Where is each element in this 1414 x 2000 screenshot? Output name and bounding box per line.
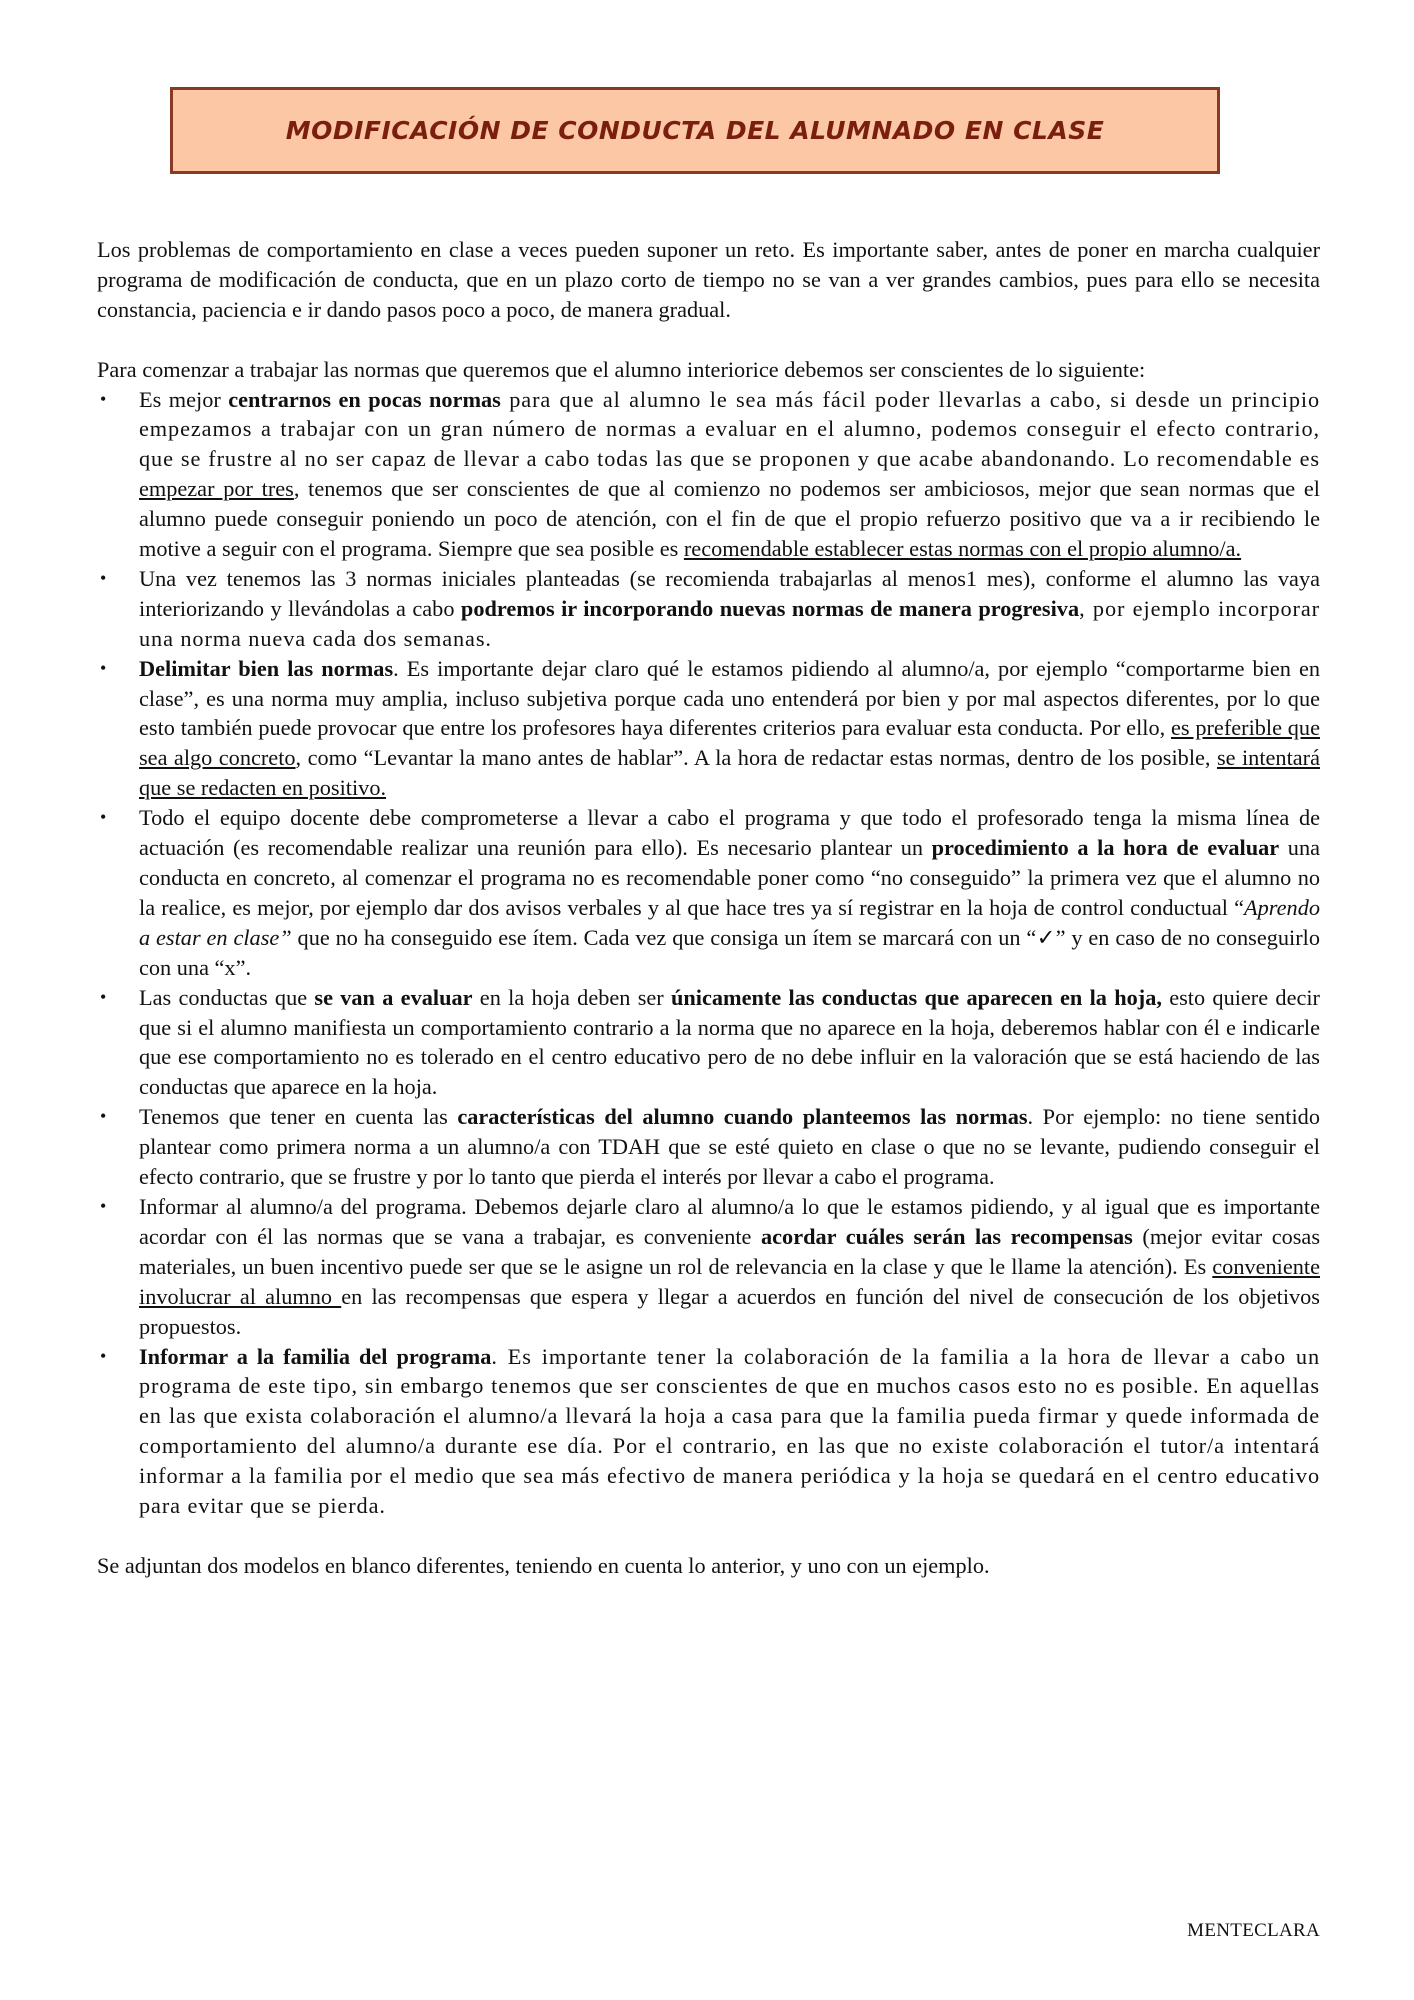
bullet-icon: • [100, 567, 107, 588]
bullet-icon: • [100, 388, 107, 409]
list-item-bold: Delimitar bien las normas [139, 655, 394, 681]
list-item-underline: empezar por tres [139, 476, 294, 502]
closing-paragraph: Se adjuntan dos modelos en blanco diferentes, teniendo en cuenta lo anterior, y uno con un ejemplo. [97, 1552, 990, 1578]
list-item-text: . Por ejemplo: no tiene sentido plantear como primera norma a un alumno/a con TDAH que se esté quieto en clase o que no se levante, pudiendo conseguir el efecto contrario, que se frustre y por lo tanto que pierda el interés por llevar a cabo el programa. [139, 1104, 1320, 1190]
paragraph-spacer [97, 1521, 1320, 1551]
list-item-text: , como “Levantar la mano antes de hablar”. A la hora de redactar estas normas, dentro de los posible, [295, 745, 1217, 771]
list-item-bold: podremos ir incorporando nuevas normas de manera progresiva [460, 595, 1080, 621]
list-item [97, 654, 1320, 804]
guidelines-list [97, 385, 1320, 1521]
list-item-text: Es mejor [139, 386, 229, 412]
bullet-icon: • [100, 1106, 107, 1127]
list-item-text: Las conductas que [139, 984, 315, 1010]
bullet-icon: • [100, 1195, 107, 1216]
bullet-icon: • [100, 986, 107, 1007]
list-item-text: . Es importante tener la colaboración de la familia a la hora de llevar a cabo un programa de este tipo, sin embargo tenemos que ser conscientes de que en muchos casos esto no es posible. En aquellas en las que exista colaboración el alumno/a llevará la hoja a casa para que la familia pueda firmar y quede informada de comportamiento del alumno/a durante ese día. Por el contrario, en las que no existe colaboración el tutor/a intentará informar a la familia por el medio que sea más efectivo de manera periódica y la hoja se quedará en el centro educativo para evitar que se pierda. [139, 1343, 1320, 1519]
list-item-bold: características del alumno cuando planteemos las normas [457, 1104, 1028, 1130]
list-item [97, 803, 1320, 982]
list-item-text: Una vez tenemos las 3 normas iniciales planteadas (se recomienda trabajarlas al menos1 mes), conforme el alumno las vaya interiorizando y llevándolas a cabo [139, 565, 1320, 621]
lead-paragraph: Para comenzar a trabajar las normas que queremos que el alumno interiorice debemos ser conscientes de lo siguiente: [97, 356, 1146, 382]
page-title: MODIFICACIÓN DE CONDUCTA DEL ALUMNADO EN CLASE [285, 116, 1105, 145]
list-item-text: que no ha conseguido ese ítem. Cada vez que consiga un ítem se marcará con un “✓” y en caso de no conseguirlo con una “x”. [139, 924, 1320, 980]
list-item-text: , por ejemplo incorporar una norma nueva cada dos semanas. [139, 595, 1320, 651]
list-item-italic: Aprendo a estar en clase” [139, 894, 1320, 950]
footer-brand: MENTECLARA [1187, 1920, 1320, 1941]
list-item-underline: recomendable establecer estas normas con el propio alumno/a. [683, 536, 1242, 562]
paragraph-spacer [97, 325, 1320, 355]
list-item-text: una conducta en concreto, al comenzar el programa no es recomendable poner como “no conseguido” la primera vez que el alumno no la realice, es mejor, por ejemplo dar dos avisos verbales y al que hace tres ya sí registrar en la hoja de control conductual “ [139, 835, 1320, 920]
list-item-text: esto quiere decir que si el alumno manifiesta un comportamiento contrario a la norma que no aparece en la hoja, deberemos hablar con él e indicarle que ese comportamiento no es tolerado en el centro educativo pero de no debe influir en la valoración que se está haciendo de las conductas que aparece en la hoja. [139, 984, 1320, 1100]
list-item [97, 1192, 1320, 1342]
list-item-text: para que al alumno le sea más fácil poder llevarlas a cabo, si desde un principio empezamos a trabajar con un gran número de normas a evaluar en el alumno, podemos conseguir el efecto contrario, que se frustre al no ser capaz de llevar a cabo todas las que se proponen y que acabe abandonando. Lo recomendable es [139, 386, 1321, 472]
intro-paragraph: Los problemas de comportamiento en clase a veces pueden suponer un reto. Es importante saber, antes de poner en marcha cualquier programa de modificación de conducta, que en un plazo corto de tiempo no se van a ver grandes cambios, pues para ello se necesita constancia, paciencia e ir dando pasos poco a poco, de manera gradual. [97, 237, 1320, 322]
list-item-text: , tenemos que ser conscientes de que al comienzo no podemos ser ambiciosos, mejor que sean normas que el alumno puede conseguir poniendo un poco de atención, con el fin de que el propio refuerzo positivo que va a ir recibiendo le motive a seguir con el programa. Siempre que sea posible es [139, 476, 1320, 562]
list-item [97, 385, 1320, 564]
title-banner [170, 87, 1220, 174]
list-item [97, 1342, 1320, 1521]
list-item-text: . Es importante dejar claro qué le estamos pidiendo al alumno/a, por ejemplo “comportarme bien en clase”, es una norma muy amplia, incluso subjetiva porque cada uno entenderá por bien y por mal aspectos diferentes, por lo que esto también puede provocar que entre los profesores haya diferentes criterios para evaluar esta conducta. Por ello, [139, 655, 1320, 741]
list-item-bold: únicamente las conductas que aparecen en la hoja, [670, 984, 1162, 1010]
list-item-bold: acordar cuáles serán las recompensas [761, 1223, 1133, 1249]
document-body [97, 235, 1320, 1581]
list-item-text: Tenemos que tener en cuenta las [139, 1104, 458, 1130]
list-item-bold: se van a evaluar [314, 984, 473, 1010]
list-item-text: Todo el equipo docente debe comprometerse a llevar a cabo el programa y que todo el profesorado tenga la misma línea de actuación (es recomendable realizar una reunión para ello). Es necesario plantear un [139, 805, 1320, 861]
list-item-text: (mejor evitar cosas materiales, un buen incentivo puede ser que se le asigne un rol de relevancia en la clase y que le llame la atención). Es [139, 1223, 1320, 1279]
list-item-bold: Informar a la familia del programa [139, 1343, 492, 1369]
list-item-underline: conveniente involucrar al alumno [139, 1253, 1320, 1309]
list-item-text: Informar al alumno/a del programa. Debemos dejarle claro al alumno/a lo que le estamos pidiendo, y al igual que es importante acordar con él las normas que se vana a trabajar, es conveniente [139, 1193, 1320, 1249]
list-item-underline: es preferible que sea algo concreto [139, 715, 1320, 771]
list-item [97, 1102, 1320, 1192]
bullet-icon: • [100, 657, 107, 678]
list-item [97, 564, 1320, 654]
list-item-text: en la hoja deben ser [472, 984, 671, 1010]
list-item [97, 983, 1320, 1103]
bullet-icon: • [100, 1345, 107, 1366]
list-item-text: en las recompensas que espera y llegar a acuerdos en función del nivel de consecución de los objetivos propuestos. [139, 1283, 1320, 1339]
list-item-bold: centrarnos en pocas normas [228, 386, 501, 412]
list-item-bold: procedimiento a la hora de evaluar [931, 835, 1280, 861]
list-item-underline: se intentará que se redacten en positivo. [139, 745, 1320, 801]
bullet-icon: • [100, 807, 107, 828]
